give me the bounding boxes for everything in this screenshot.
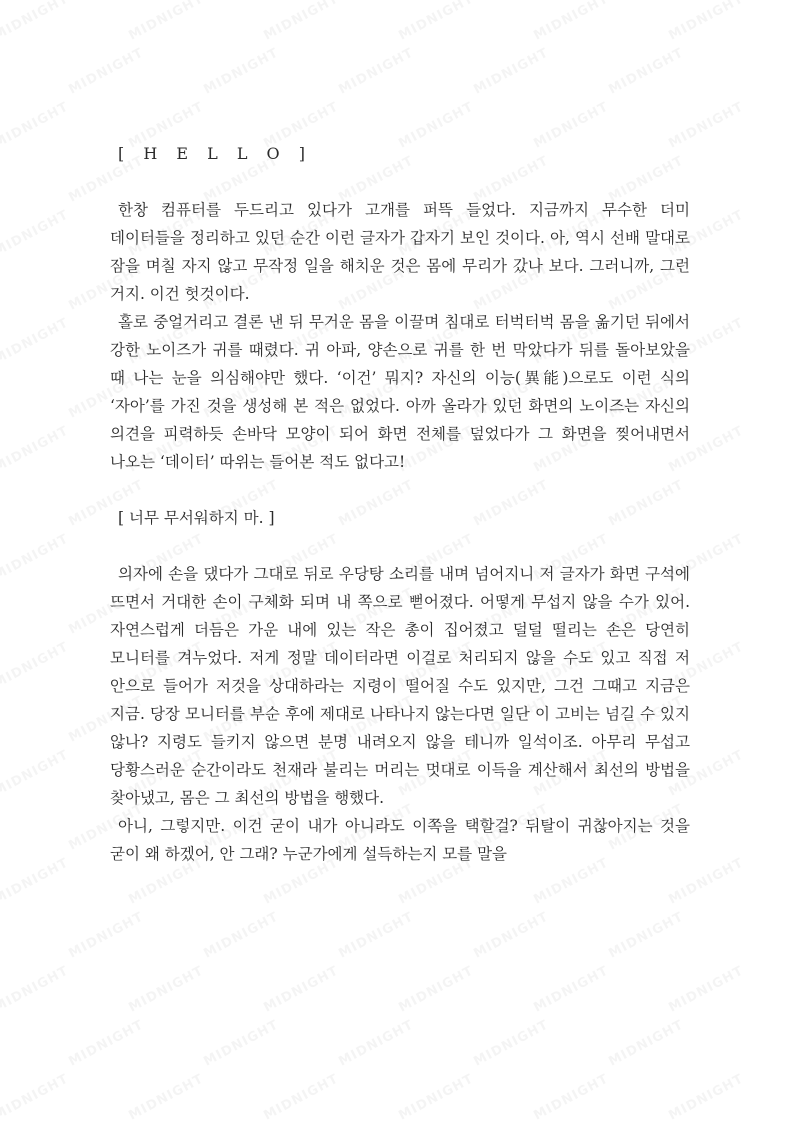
paragraph: 의자에 손을 댔다가 그대로 뒤로 우당탕 소리를 내며 넘어지니 저 글자가 화면 구석에 뜨면서 거대한 손이 구체화 되며 내 쪽으로 뻗어졌다. 어떻게 무섭지 않을 수가 있어. 자연스럽게 더듬은 가운 내에 있는 작은 총이 집어졌고 덜덜 떨리는 손은 당연히 모니터를 겨누었다. 저게 정말 데이터라면 이걸로 처리되지 않을 수도 있고 직접 저 안으로 들어가 저것을 상대하라는 지령이 떨어질 수도 있지만, 그건 그때고 지금은 지금. 당장 모니터를 부순 후에 제대로 나타나지 않는다면 일단 이 고비는 넘길 수 있지 않나? 지령도 들키지 않으면 분명 내려오지 않을 테니까 일석이조. 아무리 무섭고 당황스러운 순간이라도 천재라 불리는 머리는 멋대로 이득을 계산해서 최선의 방법을 찾아냈고, 몸은 그 최선의 방법을 행했다. bbox=[110, 565, 690, 807]
watermark-text bbox=[0, 423, 71, 475]
spacer bbox=[110, 476, 690, 504]
watermark-text bbox=[261, 963, 341, 1015]
watermark-text bbox=[201, 1017, 281, 1069]
watermark-text bbox=[0, 0, 71, 44]
watermark-text bbox=[606, 1017, 686, 1069]
watermark-text bbox=[0, 207, 71, 259]
watermark-text bbox=[126, 1071, 206, 1123]
watermark-text bbox=[336, 909, 416, 961]
watermark-text bbox=[606, 909, 686, 961]
watermark-text bbox=[336, 45, 416, 97]
watermark-text bbox=[471, 1017, 551, 1069]
watermark-text bbox=[0, 99, 71, 151]
watermark-text bbox=[666, 963, 746, 1015]
watermark-text bbox=[0, 639, 71, 691]
watermark-text bbox=[0, 531, 71, 583]
watermark-text bbox=[0, 747, 71, 799]
watermark-text bbox=[531, 0, 611, 44]
paragraph: 아니, 그렇지만. 이건 굳이 내가 아니라도 이쪽을 택할걸? 뒤탈이 귀찮아지는 것을 굳이 왜 하겠어, 안 그래? 누군가에게 설득하는지 모를 말을 bbox=[110, 817, 690, 863]
watermark-text bbox=[471, 909, 551, 961]
watermark-text bbox=[0, 963, 71, 1015]
watermark-text bbox=[0, 315, 71, 367]
watermark-text bbox=[396, 1071, 476, 1123]
watermark-text bbox=[126, 963, 206, 1015]
watermark-text bbox=[66, 1017, 146, 1069]
watermark-text bbox=[261, 0, 341, 44]
watermark-text bbox=[666, 1071, 746, 1123]
watermark-text bbox=[66, 909, 146, 961]
watermark-text bbox=[261, 1071, 341, 1123]
watermark-text bbox=[471, 45, 551, 97]
watermark-text bbox=[201, 45, 281, 97]
watermark-text bbox=[201, 909, 281, 961]
paragraph: 한창 컴퓨터를 두드리고 있다가 고개를 퍼뜩 들었다. 지금까지 무수한 더미 데이터들을 정리하고 있던 순간 이런 글자가 갑자기 보인 것이다. 아, 역시 선배 말대로 잠을 며칠 자지 않고 무작정 일을 해치운 것은 몸에 무리가 갔나 보다. 그러니까, 그런 거지. 이건 헛것이다. bbox=[110, 201, 690, 303]
chapter-header: [ H E L L O ] bbox=[118, 144, 312, 163]
watermark-text bbox=[336, 1017, 416, 1069]
watermark-text bbox=[666, 0, 746, 44]
watermark-text bbox=[126, 0, 206, 44]
watermark-text bbox=[531, 963, 611, 1015]
watermark-text bbox=[396, 963, 476, 1015]
watermark-text bbox=[531, 1071, 611, 1123]
watermark-text bbox=[66, 45, 146, 97]
dialogue-line: [ 너무 무서워하지 마. ] bbox=[118, 509, 275, 527]
watermark-text bbox=[0, 855, 71, 907]
spacer bbox=[110, 532, 690, 560]
paragraph: 홀로 중얼거리고 결론 낸 뒤 무거운 몸을 이끌며 침대로 터벅터벅 몸을 옮기던 뒤에서 강한 노이즈가 귀를 때렸다. 귀 아파, 양손으로 귀를 한 번 막았다가 뒤를 돌아보았을 때 나는 눈을 의심해야만 했다. ‘이건’ 뭐지? 자신의 이능(異能)으로도 이런 식의 ‘자아’를 가진 것을 생성해 본 적은 없었다. 아까 올라가 있던 화면의 노이즈는 자신의 의견을 피력하듯 손바닥 모양이 되어 화면 전체를 덮었다가 그 화면을 찢어내면서 나오는 ‘데이터’ 따위는 들어본 적도 없다고! bbox=[110, 313, 690, 471]
watermark-text bbox=[606, 45, 686, 97]
watermark-text bbox=[396, 0, 476, 44]
watermark-text bbox=[0, 1071, 71, 1123]
document-body bbox=[110, 140, 690, 868]
